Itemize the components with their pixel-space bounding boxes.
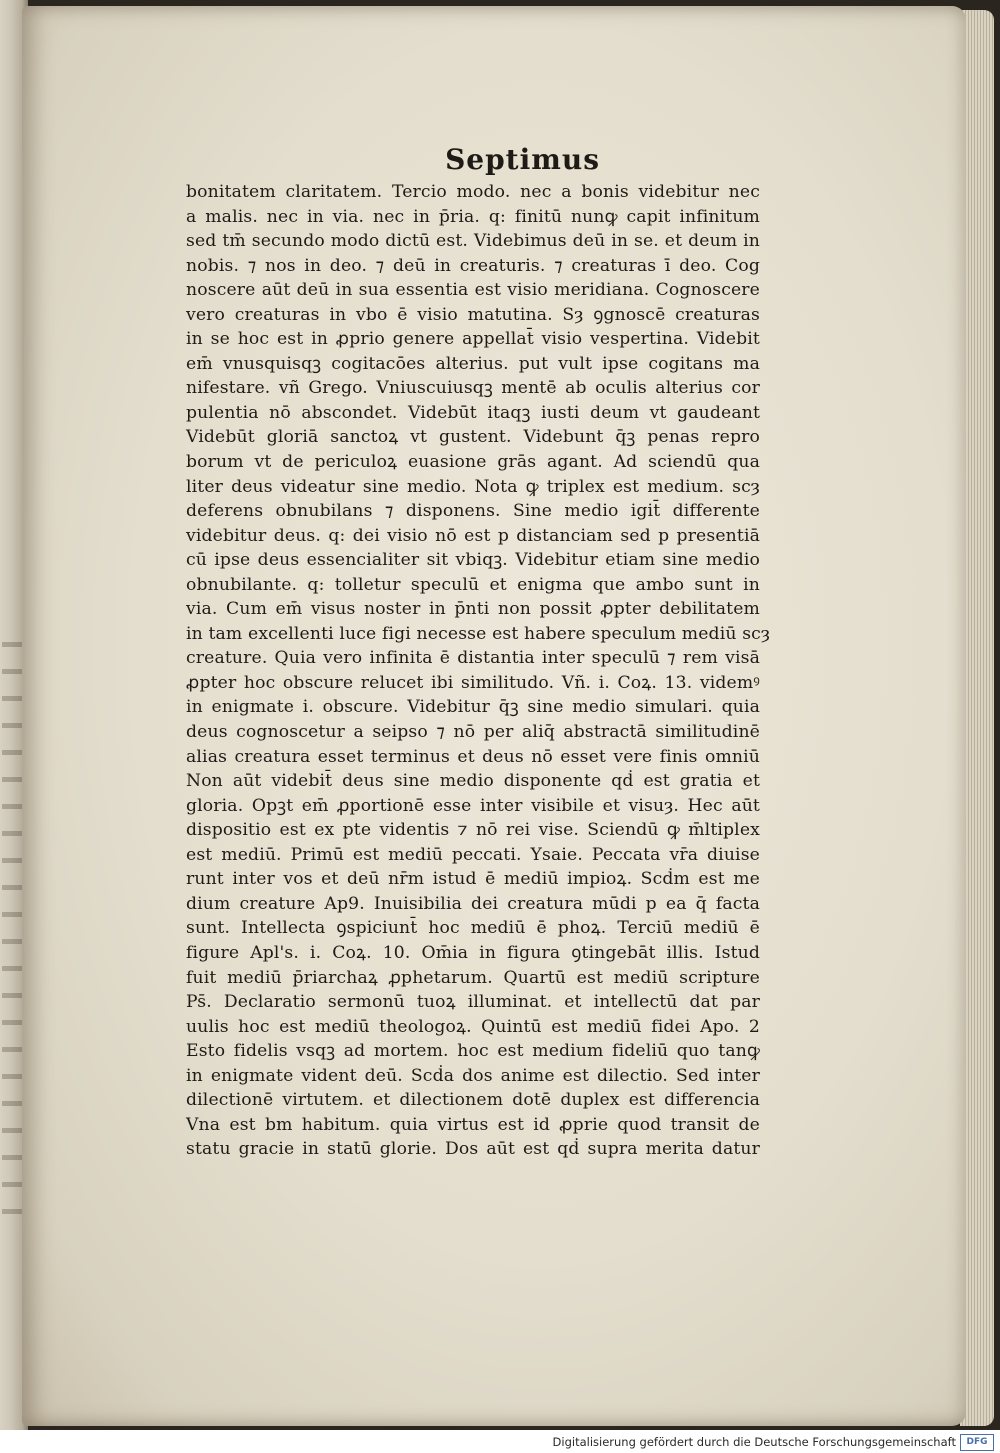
text-line: in enigmate i. obscure. Videbitur q̄ꝫ sine medio simulari. quia: [186, 697, 760, 718]
text-line: borum vt de periculoꝝ euasione grās agant. Ad sciendū qua: [186, 452, 760, 473]
text-line: Videbūt gloriā sanctoꝝ vt gustent. Videbunt q̄ꝫ penas repro: [186, 427, 760, 448]
text-line: figure Apl's. i. Coꝝ. 10. Om̄ia in figura ꝯtingebāt illis. Istud: [186, 942, 760, 963]
running-head: Septimus: [445, 143, 600, 176]
facing-page-text-fragment: [2, 620, 24, 1220]
funding-notice: Digitalisierung gefördert durch die Deutsche Forschungsgemeinschaft: [552, 1435, 956, 1449]
text-line: cū ipse deus essencialiter sit vbiqꝫ. Videbitur etiam sine medio: [186, 550, 760, 571]
text-line: noscere aūt deū in sua essentia est visio meridiana. Cognoscere: [186, 280, 760, 301]
text-line: em̄ vnusquisqꝫ cogitacōes alterius. put vult ipse cogitans ma: [186, 353, 760, 374]
text-line: alias creatura esset terminus et deus nō esset vere finis omniū: [186, 746, 760, 767]
text-line: vero creaturas in vbo ē visio matutina. Sȝ ꝯgnoscē creaturas: [186, 304, 760, 325]
text-line: Esto fidelis vsqꝫ ad mortem. hoc est medium fideliū quo tanꝙ: [186, 1041, 760, 1062]
text-line: in se hoc est in ꝓprio genere appellat̄ visio vespertina. Videbit: [186, 329, 760, 350]
text-line: in enigmate vident deū. Scḋa dos anime est dilectio. Sed inter: [186, 1065, 760, 1086]
text-line: fuit mediū p̄riarchaꝝ ꝓphetarum. Quartū est mediū scripture: [186, 967, 760, 988]
text-line: est mediū. Primū est mediū peccati. Ysaie. Peccata vr̄a diuise: [186, 844, 760, 865]
text-line: Ps̄. Declaratio sermonū tuoꝝ illuminat. et intellectū dat par: [186, 992, 760, 1013]
text-line: nobis. ⁊ nos in deo. ⁊ deū in creaturis. ⁊ creaturas ī deo. Cog: [186, 255, 760, 276]
footer-bar: [0, 1430, 1000, 1453]
text-line: sunt. Intellecta ꝯspiciunt̄ hoc mediū ē phoꝝ. Terciū mediū ē: [186, 918, 760, 939]
text-line: deferens obnubilans ⁊ disponens. Sine medio igit̄ differente: [186, 501, 760, 522]
text-line: in tam excellenti luce figi necesse est habere speculum mediū scȝ: [186, 623, 771, 644]
text-line: dilectionē virtutem. et dilectionem dotē duplex est differencia: [186, 1090, 760, 1111]
text-line: creature. Quia vero infinita ē distantia inter speculū ⁊ rem visā: [186, 648, 760, 669]
text-line: uulis hoc est mediū theologoꝝ. Quintū est mediū fidei Apo. 2: [186, 1016, 760, 1037]
text-line: deus cognoscetur a seipso ⁊ nō per aliq̄ abstractā similitudinē: [186, 722, 760, 743]
text-line: Non aūt videbit̄ deus sine medio disponente qḋ est gratia et: [186, 771, 760, 792]
text-line: runt inter vos et deū nr̄m istud ē mediū impioꝝ. Scḋm est me: [186, 869, 760, 890]
text-line: Vna est bm habitum. quia virtus est id ꝓprie quod transit de: [186, 1114, 760, 1135]
text-line: nifestare. vñ Grego. Vniuscuiusqꝫ mentē ab oculis alterius cor: [186, 378, 760, 399]
body-text: [186, 180, 776, 1162]
text-line: via. Cum em̄ visus noster in p̄nti non possit ꝓpter debilitatem: [186, 599, 760, 620]
dfg-logo: DFG: [960, 1434, 994, 1451]
text-line: dispositio est ex pte videntis ⁊ nō rei vise. Sciendū ꝙ m̄ltiplex: [186, 820, 760, 841]
text-line: ꝓpter hoc obscure relucet ibi similitudo. Vñ. i. Coꝝ. 13. videmꝰ: [186, 672, 760, 693]
text-line: dium creature Ap9. Inuisibilia dei creatura mūdi p ea q̄ facta: [186, 893, 760, 914]
text-line: videbitur deus. q: dei visio nō est p distanciam sed p presentiā: [186, 525, 760, 546]
text-block: [186, 144, 776, 1162]
text-line: bonitatem claritatem. Tercio modo. nec a bonis videbitur nec: [186, 182, 760, 202]
text-line: liter deus videatur sine medio. Nota ꝙ triplex est medium. scȝ: [186, 476, 760, 497]
text-line: a malis. nec in via. nec in p̄ria. q: finitū nunꝙ capit infinitum: [186, 206, 760, 227]
text-line: pulentia nō abscondet. Videbūt itaqꝫ iusti deum vt gaudeant: [186, 402, 760, 423]
text-line: statu gracie in statū glorie. Dos aūt est qḋ supra merita datur: [186, 1139, 760, 1160]
text-line: gloria. Opꝫt em̄ ꝓportionē esse inter visibile et visuȝ. Hec aūt: [186, 795, 760, 816]
text-line: obnubilante. q: tolletur speculū et enigma que ambo sunt in: [186, 574, 760, 595]
text-line: sed tm̄ secundo modo dictū est. Videbimus deū in se. et deum in: [186, 231, 760, 252]
